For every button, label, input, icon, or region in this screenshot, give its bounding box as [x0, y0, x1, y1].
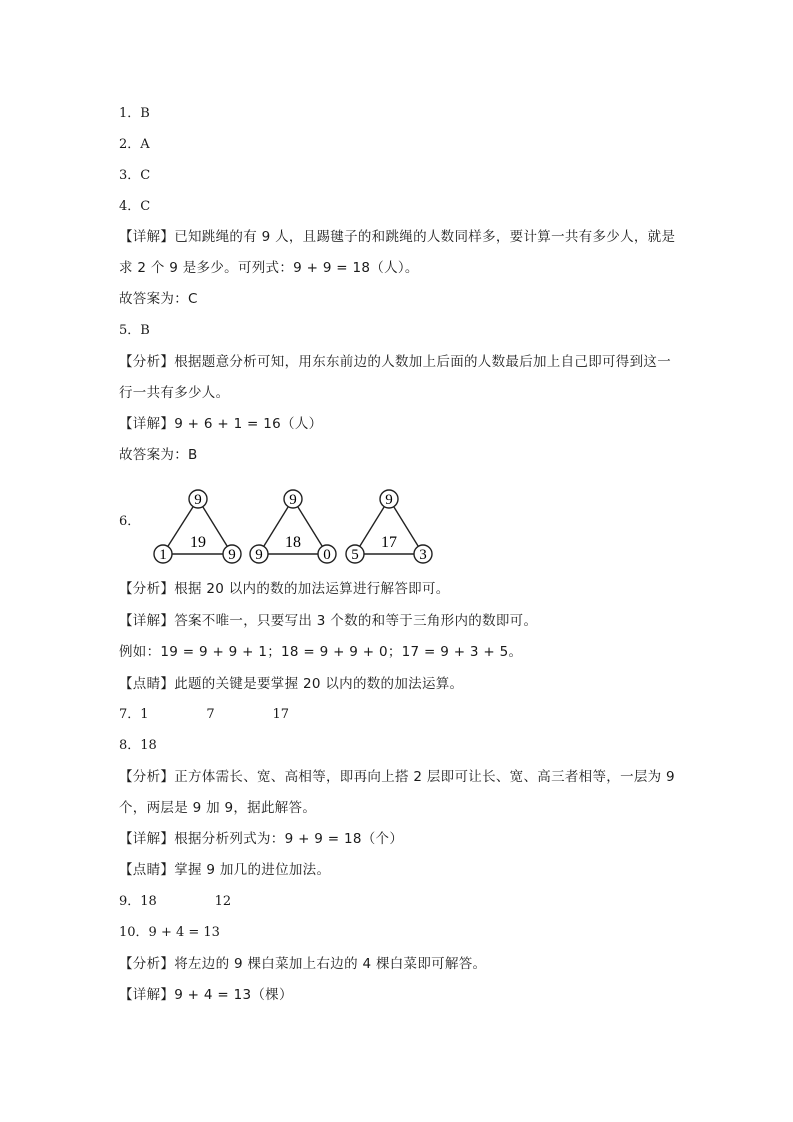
triangle-figures [150, 485, 440, 570]
answer-8-analysis-line2: 个，两层是 9 加 9，据此解答。 [119, 800, 317, 816]
answer-5-detail: 【详解】9 + 6 + 1 = 16（人） [119, 416, 323, 432]
answer-1: 1．B [119, 106, 150, 121]
answer-10-detail: 【详解】9 + 4 = 13（棵） [119, 987, 293, 1003]
answer-2: 2．A [119, 137, 150, 152]
triangle-3-left: 5 [351, 547, 359, 563]
triangle-3-right: 3 [419, 547, 427, 563]
triangle-1-top: 9 [194, 492, 202, 508]
triangle-3-sum: 17 [381, 534, 397, 551]
answer-6-keypoint: 【点睛】此题的关键是要掌握 20 以内的数的加法运算。 [119, 676, 464, 692]
answer-3: 3．C [119, 168, 151, 183]
triangle-3 [346, 490, 432, 563]
answer-10-analysis: 【分析】将左边的 9 棵白菜加上右边的 4 棵白菜即可解答。 [119, 956, 487, 972]
triangle-3-top: 9 [385, 492, 393, 508]
answer-6: 6． [119, 514, 141, 529]
answer-8-detail: 【详解】根据分析列式为：9 + 9 = 18（个） [119, 831, 404, 847]
answer-8-analysis-line1: 【分析】正方体需长、宽、高相等，即再向上搭 2 层即可让长、宽、高三者相等，一层为 9 [119, 769, 675, 785]
triangle-1-left: 1 [159, 547, 167, 563]
answer-5-analysis-line1: 【分析】根据题意分析可知，用东东前边的人数加上后面的人数最后加上自己即可得到这一 [119, 354, 671, 370]
answer-8: 8．18 [119, 738, 157, 753]
triangle-1-sum: 19 [190, 534, 206, 551]
triangle-2-top: 9 [289, 492, 297, 508]
answer-9: 9．18 12 [119, 894, 232, 909]
triangle-2-left: 9 [255, 547, 263, 563]
answer-4: 4．C [119, 199, 151, 214]
answer-7: 7．1 7 17 [119, 707, 290, 722]
triangle-2-sum: 18 [285, 534, 301, 551]
triangle-2-right: 0 [323, 547, 331, 563]
triangle-1 [154, 490, 241, 563]
answer-4-conclusion: 故答案为：C [119, 291, 198, 307]
answer-5-conclusion: 故答案为：B [119, 447, 198, 463]
answer-6-example: 例如：19 = 9 + 9 + 1；18 = 9 + 9 + 0；17 = 9 + 3 + 5。 [119, 644, 523, 660]
answer-6-analysis: 【分析】根据 20 以内的数的加法运算进行解答即可。 [119, 581, 450, 597]
answer-8-keypoint: 【点睛】掌握 9 加几的进位加法。 [119, 862, 331, 878]
answer-4-detail-line1: 【详解】已知跳绳的有 9 人，且踢毽子的和跳绳的人数同样多，要计算一共有多少人，就是 [119, 229, 676, 245]
triangle-2 [250, 490, 336, 563]
answer-5: 5．B [119, 323, 150, 338]
answer-4-detail-line2: 求 2 个 9 是多少。可列式：9 + 9 = 18（人）。 [119, 260, 419, 276]
answer-10: 10．9 + 4 = 13 [119, 925, 220, 940]
triangle-1-right: 9 [228, 547, 236, 563]
answer-5-analysis-line2: 行一共有多少人。 [119, 385, 230, 401]
answer-6-detail: 【详解】答案不唯一，只要写出 3 个数的和等于三角形内的数即可。 [119, 613, 538, 629]
